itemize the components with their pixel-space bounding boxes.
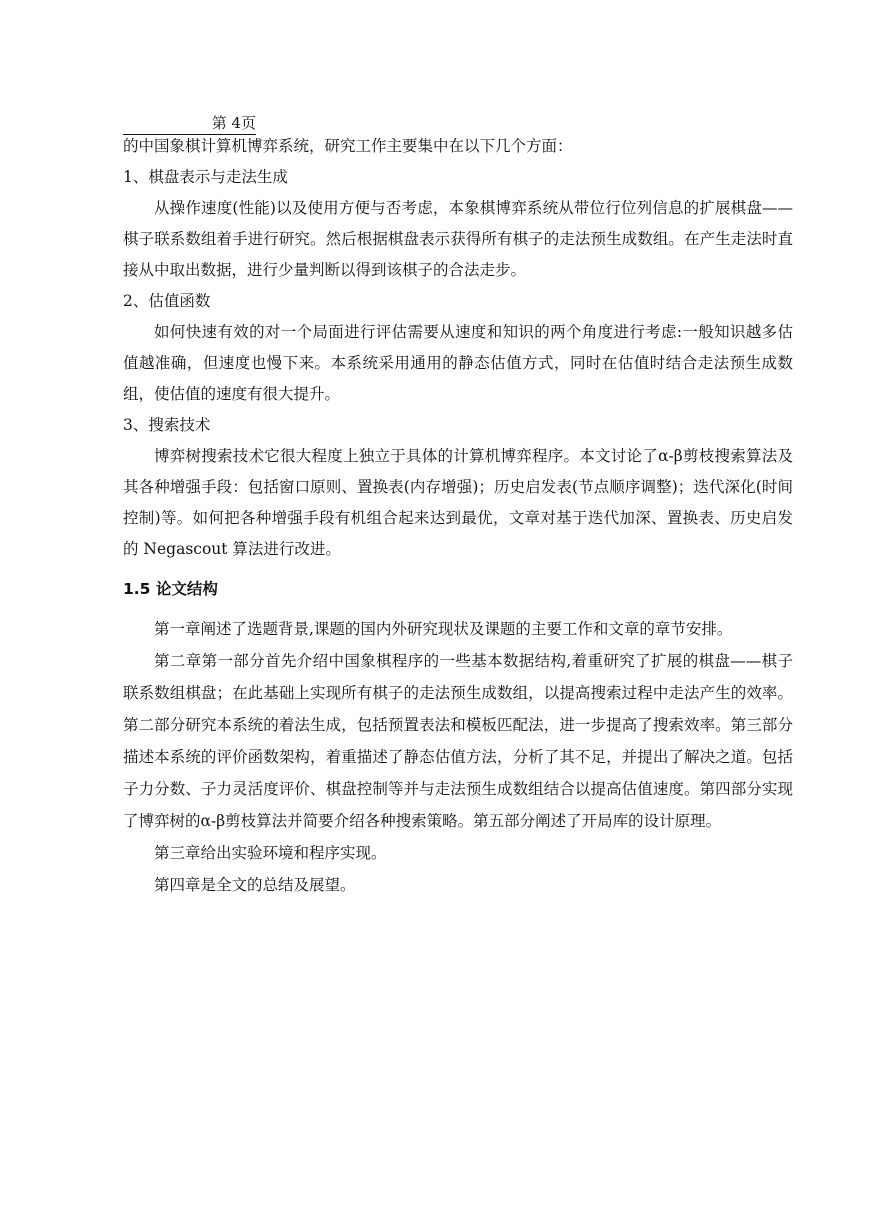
item-heading-search: 3、搜索技术 (123, 416, 211, 434)
structure-chapter-4: 第四章是全文的总结及展望。 (154, 876, 356, 894)
page-number-header: 第 4页 (123, 112, 256, 135)
structure-chapter-2: 第二章第一部分首先介绍中国象棋程序的一些基本数据结构,着重研究了扩展的棋盘——棋子联系数组棋盘；在此基础上实现所有棋子的走法预生成数组，以提高搜索过程中走法产生的效率。第二部分研究本系统的着法生成，包括预置表法和模板匹配法，进一步提高了搜索效率。第三部分描述本系统的评价函数架构，着重描述了静态估值方法，分析了其不足，并提出了解决之道。包括子力分数、子力灵活度评价、棋盘控制等并与走法预生成数组结合以提高估值速度。第四部分实现了博弈树的α-β剪枝算法并简要介绍各种搜索策略。第五部分阐述了开局库的设计原理。 (123, 652, 793, 830)
structure-chapter-3: 第三章给出实验环境和程序实现。 (154, 844, 387, 862)
item-text-eval: 如何快速有效的对一个局面进行评估需要从速度和知识的两个角度进行考虑:一般知识越多估值越准确，但速度也慢下来。本系统采用通用的静态估值方式，同时在估值时结合走法预生成数组，使估值的速度有很大提升。 (123, 323, 793, 403)
item-text-search: 博弈树搜索技术它很大程度上独立于具体的计算机博弈程序。本文讨论了α-β剪枝搜索算法及其各种增强手段：包括窗口原则、置换表(内存增强)；历史启发表(节点顺序调整)；迭代深化(时间控制)等。如何把各种增强手段有机组合起来达到最优，文章对基于迭代加深、置换表、历史启发的 Negascout 算法进行改进。 (123, 447, 793, 558)
item-heading-eval: 2、估值函数 (123, 292, 211, 310)
section-title: 1.5 论文结构 (123, 580, 218, 598)
structure-chapter-1: 第一章阐述了选题背景,课题的国内外研究现状及课题的主要工作和文章的章节安排。 (154, 620, 733, 638)
item-text-board: 从操作速度(性能)以及使用方便与否考虑，本象棋博弈系统从带位行位列信息的扩展棋盘——棋子联系数组着手进行研究。然后根据棋盘表示获得所有棋子的走法预生成数组。在产生走法时直接从中取出数据，进行少量判断以得到该棋子的合法走步。 (123, 199, 793, 279)
page-content (123, 131, 793, 901)
item-heading-board: 1、棋盘表示与走法生成 (123, 168, 288, 186)
intro-paragraph: 的中国象棋计算机博弈系统，研究工作主要集中在以下几个方面： (123, 137, 573, 155)
structure-section (123, 613, 793, 901)
